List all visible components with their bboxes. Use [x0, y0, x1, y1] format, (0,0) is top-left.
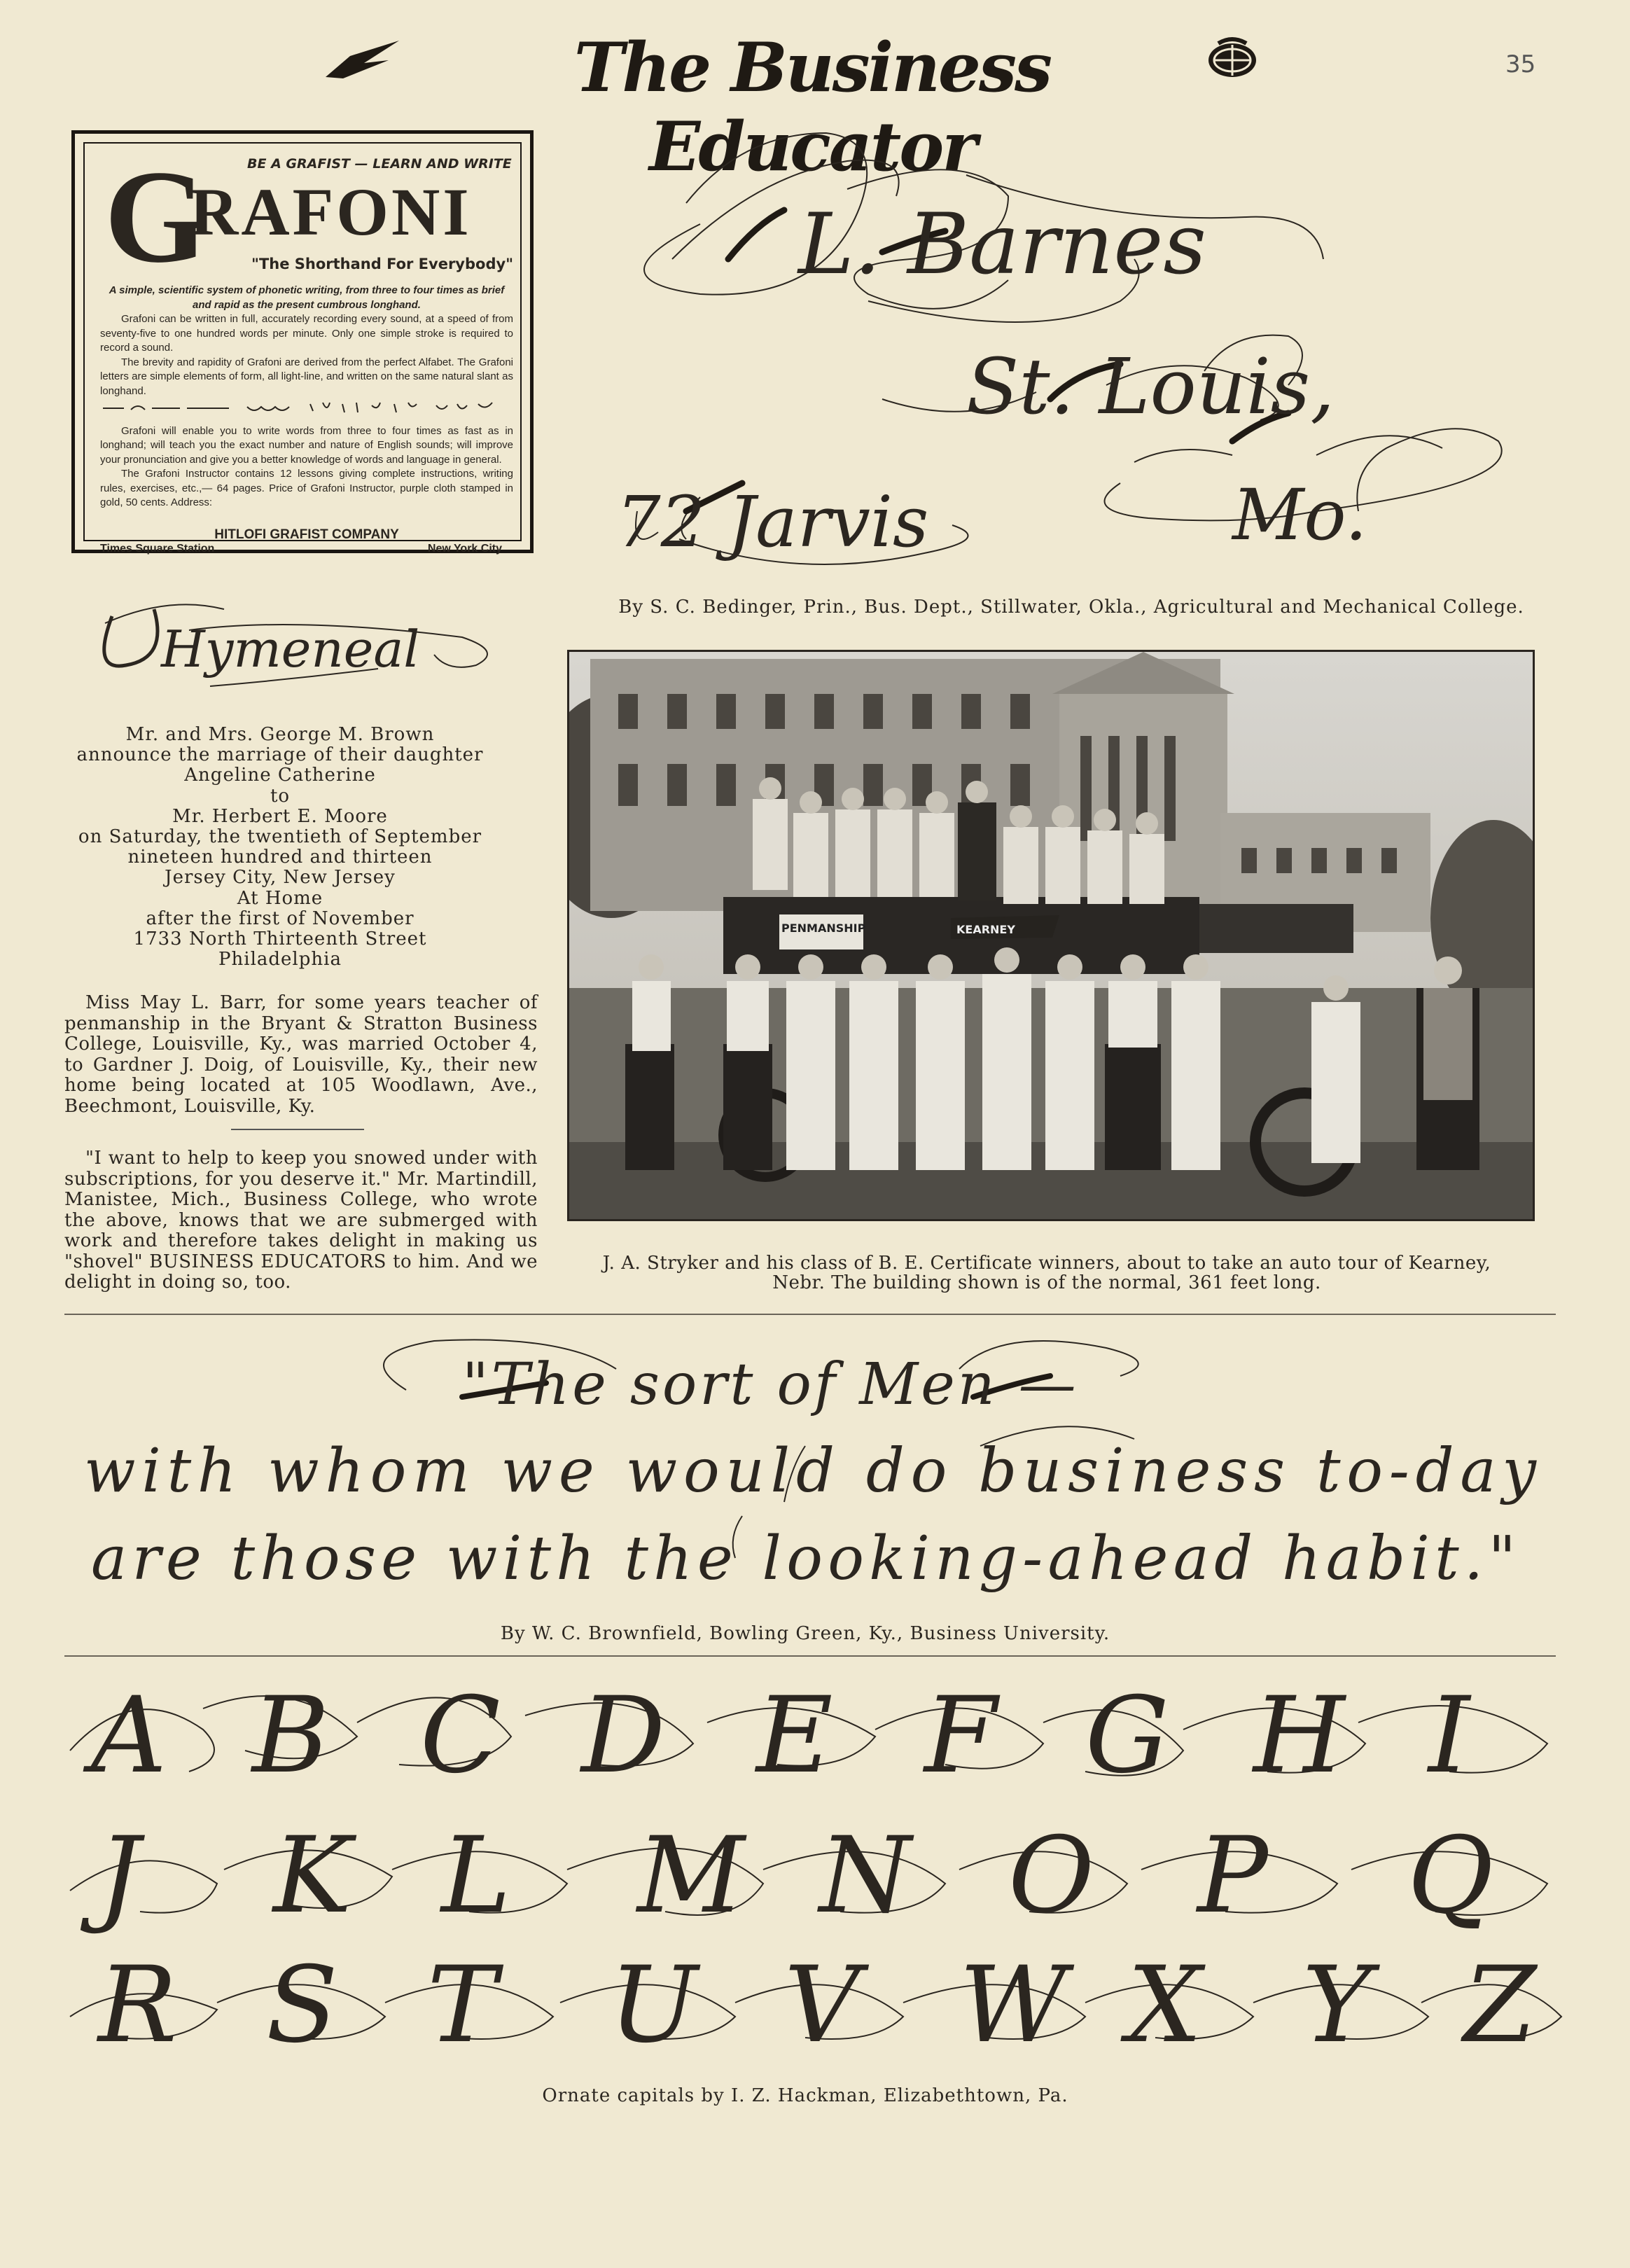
capital-letter: U: [609, 1945, 698, 2059]
hackman-credit: Ornate capitals by I. Z. Hackman, Elizabethtown, Pa.: [542, 2085, 1068, 2106]
capital-letter: K: [273, 1815, 352, 1937]
announcement-line: nineteen hundred and thirteen: [127, 847, 433, 868]
photo-caption-line: J. A. Stryker and his class of B. E. Certificate winners, about to take an auto tour of Kearney,: [602, 1253, 1491, 1274]
signature-street: 72 Jarvis: [616, 481, 929, 563]
announcement-line: announce the marriage of their daughter: [76, 744, 484, 766]
capital-letter: J: [98, 1815, 141, 1937]
quote-line-3: are those with the looking-ahead habit.": [91, 1524, 1519, 1594]
announcement-line: Mr. Herbert E. Moore: [172, 805, 388, 827]
brownfield-quote-penmanship: [70, 1327, 1568, 1607]
capital-letter: G: [1085, 1675, 1169, 1797]
barr-marriage-notice: Miss May L. Barr, for some years teacher of penmanship in the Bryant & Stratton Business College, Louisville, Ky., was married October 4, to Gardner J. Doig, of Louisville, Ky., their new home being located at 105 Woodlawn, Ave., Beechmont, Louisville, Ky.: [64, 992, 538, 1117]
ad-paragraph-1: Grafoni can be written in full, accurately recording every sound, at a speed of from seventy-five to one hundred words per minute. Only one simple stroke is required to record a sound.: [100, 313, 513, 354]
subscription-notice: "I want to help to keep you snowed under with subscriptions, for you deserve it." Mr. Martindill, Manistee, Mich., Business College, who wrote the above, knows that we are submerged with work and therefore takes delight in making us "shovel" BUSINESS EDUCATORS to him. And we delight in doing so, too.: [64, 1148, 538, 1293]
globe-emblem-icon: [1204, 36, 1260, 81]
photo-illustration: [569, 652, 1533, 1219]
announcement-line: At Home: [237, 887, 323, 909]
announcement-line: on Saturday, the twentieth of September: [78, 826, 482, 848]
announcement-line: 1733 North Thirteenth Street: [133, 928, 427, 950]
capital-letter: M: [637, 1815, 745, 1937]
photo-caption-line: Nebr. The building shown is of the normal, 361 feet long.: [772, 1272, 1321, 1293]
ad-paragraph-4: The Grafoni Instructor contains 12 lessons giving complete instructions, writing rules, exercises, etc.,— 64 pages. Price of Grafoni Instructor, purple cloth stamped in gold, 50 cents. Address:: [100, 468, 513, 508]
capital-letter: I: [1428, 1675, 1470, 1797]
ad-city: New York City: [427, 543, 502, 555]
capital-letter: V: [784, 1945, 861, 2059]
hymeneal-title: Hymeneal: [161, 620, 420, 679]
quill-icon: [322, 35, 406, 84]
capital-letter: R: [98, 1945, 177, 2059]
penmanship-sign: PENMANSHIP: [781, 921, 866, 935]
announcement-line: Jersey City, New Jersey: [165, 867, 396, 889]
capital-letter: D: [581, 1675, 666, 1797]
capital-letter: Y: [1302, 1945, 1372, 2059]
photo-caption: [574, 1253, 1519, 1293]
masthead: The Business Educator: [573, 28, 1051, 186]
barnes-signature-flourish: [616, 119, 1526, 588]
section-divider: [64, 1314, 1556, 1315]
capital-letter: L: [441, 1815, 511, 1937]
ad-paragraph-3: Grafoni will enable you to write words from three to four times as fast as in longhand; will teach you the exact number and nature of English sounds; will improve your pronunciation and give you a better knowledge of words and language in general.: [100, 424, 513, 466]
bedinger-credit: By S. C. Bedinger, Prin., Bus. Dept., Stillwater, Okla., Agricultural and Mechanical College.: [618, 597, 1524, 618]
grafoni-advertisement: [71, 130, 534, 553]
capital-letter: P: [1197, 1815, 1268, 1937]
capital-letter: Q: [1407, 1815, 1493, 1937]
capital-letter: A: [91, 1675, 167, 1797]
announcement-line: Angeline Catherine: [184, 765, 376, 786]
signature-state: Mo.: [1232, 474, 1367, 556]
ad-company: HITLOFI GRAFIST COMPANY: [214, 527, 399, 542]
wedding-announcement: [70, 725, 490, 970]
ad-tagline: BE A GRAFIST — LEARN AND WRITE: [247, 156, 512, 172]
ad-body: [100, 284, 513, 510]
capital-letter: N: [819, 1815, 912, 1937]
capital-letter: H: [1253, 1675, 1345, 1797]
ad-subtitle: "The Shorthand For Everybody": [251, 256, 514, 272]
ad-title: RAFONI: [190, 174, 472, 249]
capital-letter: Z: [1463, 1945, 1537, 2059]
hymeneal-heading: [84, 588, 518, 707]
ad-lead: A simple, scientific system of phonetic writing, from three to four times as brief and rapid as the present cumbrous longhand.: [109, 284, 505, 311]
capitals-row-2: [80, 1815, 1493, 1937]
announcement-line: Mr. and Mrs. George M. Brown: [125, 724, 435, 745]
brownfield-credit: By W. C. Brownfield, Bowling Green, Ky., Business University.: [500, 1623, 1110, 1644]
class-photograph: [567, 650, 1535, 1221]
capitals-row-3: [96, 1945, 1538, 2059]
signature-name: L. Barnes: [798, 196, 1206, 293]
capital-letter: F: [924, 1675, 998, 1797]
announcement-line: to: [270, 785, 291, 807]
quote-line-1: "The sort of Men —: [462, 1351, 1079, 1418]
section-divider: [64, 1655, 1556, 1657]
capitals-row-1: [83, 1675, 1472, 1797]
signature-city: St. Louis,: [966, 342, 1335, 431]
capital-letter: T: [427, 1945, 498, 2059]
shorthand-sample-strokes: [100, 400, 513, 417]
announcement-line: Philadelphia: [218, 949, 342, 970]
capital-letter: E: [756, 1675, 833, 1797]
quote-line-2: with whom we would do business to-day: [84, 1436, 1540, 1506]
page-number: 35: [1505, 50, 1536, 78]
capital-letter: W: [959, 1945, 1068, 2059]
ornate-capitals: [63, 1667, 1568, 2059]
capital-letter: O: [1008, 1815, 1094, 1937]
kearney-pennant: KEARNEY: [956, 923, 1015, 936]
capital-letter: B: [252, 1675, 330, 1797]
announcement-line: after the first of November: [146, 907, 415, 929]
capital-letter: C: [420, 1675, 501, 1797]
ad-title-initial: G: [104, 144, 208, 291]
capital-letter: S: [266, 1945, 338, 2059]
ad-station: Times Square Station: [100, 543, 215, 555]
ad-paragraph-2: The brevity and rapidity of Grafoni are derived from the perfect Alfabet. The Grafoni letters are simple elements of form, all light-line, and written on the same natural slant as longhand.: [100, 356, 513, 397]
capital-letter: X: [1127, 1945, 1202, 2059]
divider: [231, 1129, 364, 1130]
